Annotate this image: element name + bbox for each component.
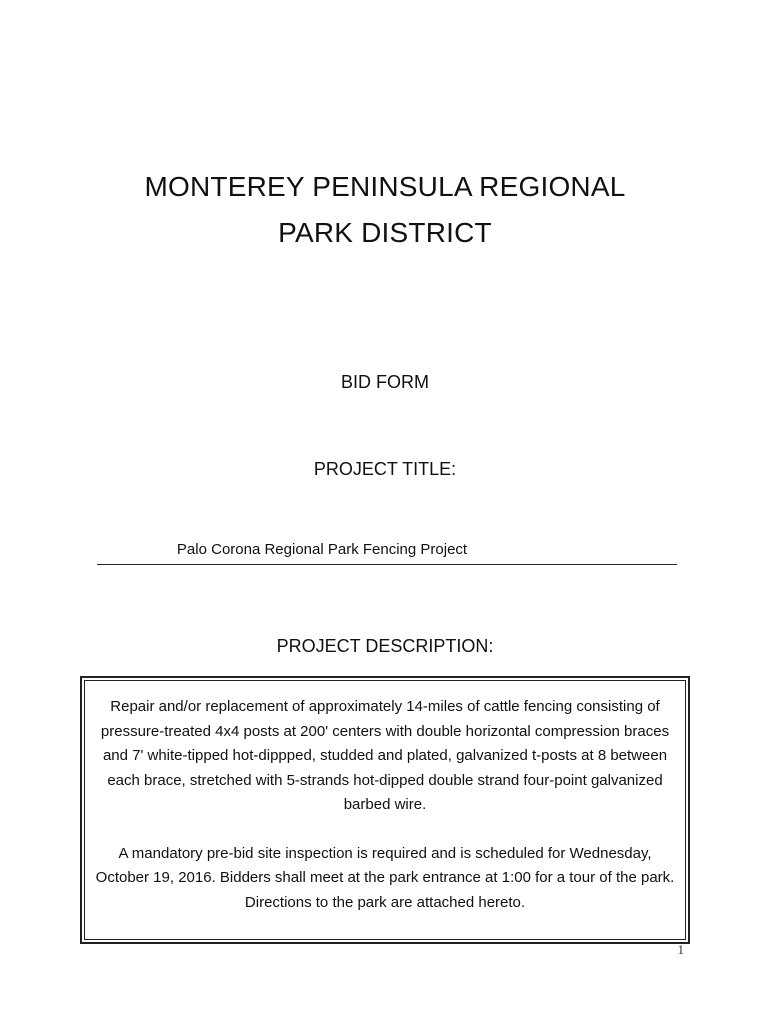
project-name-underline	[97, 538, 677, 565]
project-name: Palo Corona Regional Park Fencing Project	[176, 541, 468, 558]
bid-form-heading: BID FORM	[341, 372, 429, 392]
page-number: 1	[677, 942, 684, 957]
organization-title-line-2: PARK DISTRICT	[278, 217, 492, 248]
description-paragraph-1: Repair and/or replacement of approximately 14-miles of cattle fencing consisting of pressure-treated 4x4 posts at 200' centers with double horizontal compression braces and 7' white-tipped hot-dippped, studded and plated, galvanized t-posts at 8 between each brace, stretched with 5-strands hot-dipped double strand four-point galvanized barbed wire.	[100, 698, 670, 813]
project-description-label: PROJECT DESCRIPTION:	[276, 636, 494, 656]
project-description-box	[80, 676, 690, 944]
project-description-box-inner	[84, 680, 686, 940]
organization-title-line-1: MONTEREY PENINSULA REGIONAL	[144, 171, 626, 202]
description-paragraph-2: A mandatory pre-bid site inspection is required and is scheduled for Wednesday, October 19, 2016. Bidders shall meet at the park entrance at 1:00 for a tour of the park. Directions to the park are attached hereto.	[95, 844, 675, 911]
organization-title	[0, 164, 770, 256]
project-title-label: PROJECT TITLE:	[313, 459, 457, 479]
